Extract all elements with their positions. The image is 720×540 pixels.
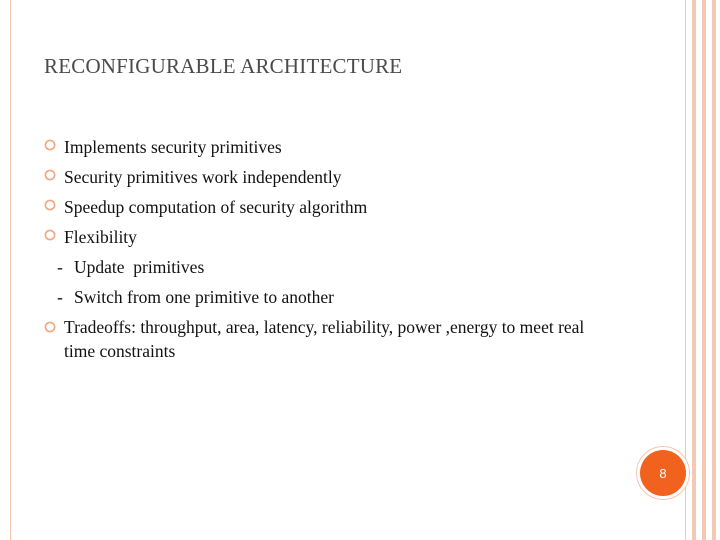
bullet-text: Speedup computation of security algorithm bbox=[64, 197, 368, 217]
list-item bbox=[44, 222, 644, 252]
list-item bbox=[44, 162, 644, 192]
sub-list-item bbox=[44, 282, 644, 312]
list-item bbox=[44, 192, 644, 222]
dash-marker: - bbox=[57, 287, 63, 307]
dash-marker: - bbox=[57, 257, 63, 277]
bullet-list bbox=[44, 132, 644, 363]
sub-list-item bbox=[44, 252, 644, 282]
circle-bullet-icon bbox=[44, 321, 56, 333]
circle-bullet-icon bbox=[44, 169, 56, 181]
slide-title: RECONFIGURABLE ARCHITECTURE bbox=[44, 54, 403, 78]
decorative-bar bbox=[712, 0, 716, 540]
list-item bbox=[44, 132, 644, 162]
sub-item-text: Switch from one primitive to another bbox=[74, 287, 335, 307]
bullet-text: Security primitives work independently bbox=[64, 167, 342, 187]
circle-bullet-icon bbox=[44, 199, 56, 211]
circle-bullet-icon bbox=[44, 139, 56, 151]
decorative-bar bbox=[692, 0, 696, 540]
list-item bbox=[44, 312, 644, 363]
bullet-text: Tradeoffs: throughput, area, latency, reliability, power ,energy to meet real time constraints bbox=[64, 317, 585, 361]
page-number-badge: 8 bbox=[640, 450, 686, 496]
sub-item-text: Update primitives bbox=[74, 257, 205, 277]
bullet-text: Implements security primitives bbox=[64, 137, 282, 157]
decorative-right-bars bbox=[686, 0, 720, 540]
circle-bullet-icon bbox=[44, 229, 56, 241]
bullet-text: Flexibility bbox=[64, 227, 137, 247]
decorative-bar bbox=[702, 0, 706, 540]
